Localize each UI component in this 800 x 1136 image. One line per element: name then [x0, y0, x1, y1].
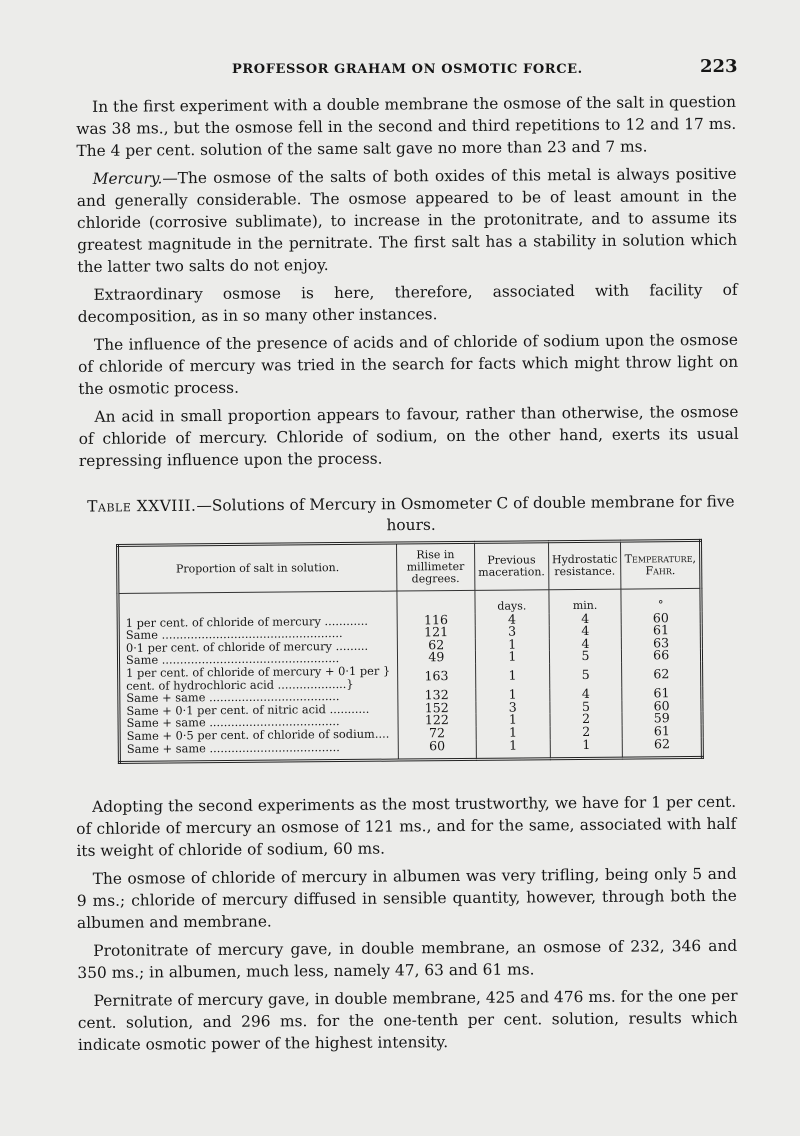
paragraph: The influence of the presence of acids and of chloride of sodium upon the osmose of chloride of mercury was tried in the search for facts which might throw light on the osmotic process.: [78, 330, 739, 398]
cell-maceration: 1: [476, 714, 550, 727]
cell-resistance: 4: [549, 625, 622, 638]
row-description: Same + 0·5 per cent. of chloride of sodium....: [119, 727, 398, 742]
column-header: Rise in millimeter degrees.: [396, 542, 475, 591]
paragraph: In the first experiment with a double membrane the osmose of the salt in question was 38 ms., but the osmose fell in the second and third repetitions to 12 and 17 ms. The 4 per cent. solution of the same salt gave no more than 23 and 7 ms.: [76, 92, 737, 160]
data-table: [116, 539, 704, 764]
unit-label: min.: [549, 589, 622, 613]
cell-rise: 163: [397, 664, 475, 690]
cell-resistance: 4: [549, 688, 622, 701]
cell-temperature: 60: [621, 611, 701, 624]
row-description: 0·1 per cent. of chloride of mercury .........: [118, 639, 397, 654]
cell-rise: 60: [398, 739, 476, 760]
cell-maceration: 1: [475, 638, 549, 651]
section-lead: Mercury.: [92, 169, 163, 188]
cell-rise: 152: [398, 702, 476, 715]
paragraph: Protonitrate of mercury gave, in double membrane, an osmose of 232, 346 and 350 ms.; in albumen, much less, namely 47, 63 and 61 ms.: [77, 936, 738, 982]
cell-rise: 122: [398, 714, 476, 727]
running-head: PROFESSOR GRAHAM ON OSMOTIC FORCE.: [232, 62, 583, 77]
cell-temperature: 62: [623, 737, 703, 758]
cell-rise: 132: [398, 689, 476, 702]
bottom-text-block: [76, 791, 738, 1062]
cell-rise: 62: [397, 639, 475, 652]
row-description: Same + same ....................................: [119, 715, 398, 730]
paragraph: An acid in small proportion appears to favour, rather than otherwise, the osmose of chloride of mercury. Chloride of sodium, on the other hand, exerts its usual repressing influence upon the process.: [78, 402, 739, 470]
cell-rise: 49: [397, 651, 475, 664]
cell-temperature: 60: [622, 700, 702, 713]
row-description: 1 per cent. of chloride of mercury + 0·1 per } cent. of hydrochloric acid ...................}: [119, 665, 398, 693]
row-description: Same .................................................: [118, 652, 397, 667]
cell-temperature: 61: [622, 725, 702, 738]
table-container: [116, 539, 704, 764]
cell-maceration: 1: [476, 726, 550, 739]
table-caption: [76, 491, 746, 538]
cell-temperature: 66: [622, 649, 702, 662]
column-header: Hydrostatic resistance.: [548, 541, 621, 590]
table-row: [119, 737, 702, 762]
cell-maceration: 1: [476, 739, 550, 760]
cell-temperature: 62: [622, 662, 702, 688]
cell-maceration: 3: [476, 701, 550, 714]
row-description: Same + same ....................................: [119, 740, 398, 763]
cell-maceration: 1: [475, 651, 549, 664]
top-text-block: [76, 91, 739, 478]
cell-resistance: 2: [550, 726, 623, 739]
row-description: Same + 0·1 per cent. of nitric acid ...........: [119, 702, 398, 717]
table-caption-text: —Solutions of Mercury in Osmometer C of double membrane for five hours.: [196, 492, 735, 535]
cell-temperature: 59: [622, 712, 702, 725]
cell-resistance: 5: [549, 663, 622, 689]
paragraph: The osmose of chloride of mercury in albumen was very trifling, being only 5 and 9 ms.; chloride of mercury diffused in sensible quantity, however, through both the albumen and membrane.: [76, 864, 737, 932]
row-description: 1 per cent. of chloride of mercury ............: [118, 614, 397, 629]
cell-resistance: 5: [549, 650, 622, 663]
cell-maceration: 3: [475, 625, 549, 638]
cell-temperature: 63: [622, 637, 702, 650]
cell-resistance: 1: [550, 738, 623, 759]
paragraph: Extraordinary osmose is here, therefore, associated with facility of decomposition, as in so many other instances.: [77, 280, 738, 326]
column-header: Temperature, Fahr.: [621, 540, 701, 589]
cell-maceration: 4: [475, 613, 549, 626]
row-description: Same ..................................................: [118, 627, 397, 642]
unit-label: days.: [475, 590, 549, 614]
column-header: Proportion of salt in solution.: [118, 543, 397, 593]
cell-resistance: 5: [550, 700, 623, 713]
paragraph: Pernitrate of mercury gave, in double membrane, 425 and 476 ms. for the one per cent. solution, and 296 ms. for the one-tenth per cent. solution, results which indicate osmotic power of the highest intensity.: [77, 986, 738, 1054]
cell-rise: 72: [398, 727, 476, 740]
row-description: Same + same ....................................: [119, 690, 398, 705]
table-header-row: [118, 540, 701, 593]
page-number: 223: [700, 56, 738, 77]
paragraph: Adopting the second experiments as the most trustworthy, we have for 1 per cent. of chloride of mercury an osmose of 121 ms., and for the same, associated with half its weight of chloride of sodium, 60 ms.: [76, 792, 737, 860]
cell-temperature: 61: [622, 687, 702, 700]
cell-rise: 116: [397, 613, 475, 626]
cell-resistance: 2: [550, 713, 623, 726]
paragraph: Mercury.—The osmose of the salts of both oxides of this metal is always positive and generally considerable. The osmose appeared to be of least amount in the chloride (corrosive sublimate), to increase in the protonitrate, and to assume its greatest magnitude in the pernitrate. The first salt has a stability in solution which the latter two salts do not enjoy.: [76, 164, 738, 276]
cell-resistance: 4: [549, 612, 622, 625]
unit-label: °: [621, 588, 701, 612]
table-label: Table XXVIII.: [87, 496, 197, 516]
cell-maceration: 1: [475, 663, 549, 689]
cell-maceration: 1: [476, 688, 550, 701]
column-header: Previous maceration.: [474, 542, 548, 591]
cell-resistance: 4: [549, 637, 622, 650]
cell-rise: 121: [397, 626, 475, 639]
cell-temperature: 61: [622, 624, 702, 637]
